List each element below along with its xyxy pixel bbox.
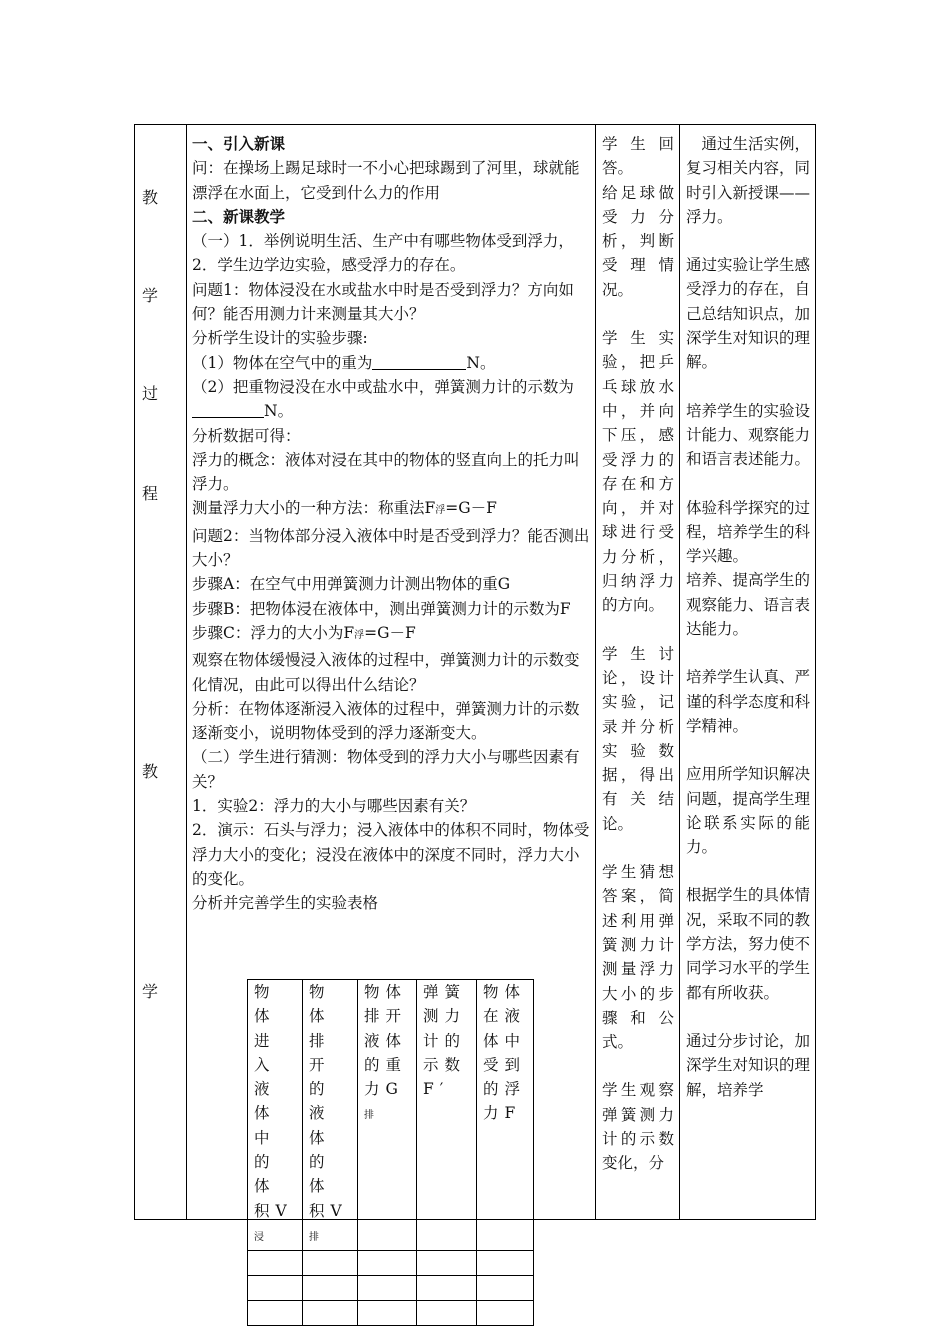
fill-blank — [372, 354, 466, 370]
formula-subscript: 浮 — [435, 505, 446, 517]
intent-paragraph: 应用所学知识解决问题，提高学生理论联系实际的能力。 — [686, 765, 811, 857]
experiment-table — [247, 979, 534, 1326]
header-text: 物体进入液体中的体积V — [254, 983, 293, 1220]
spacer — [686, 229, 810, 253]
intent-paragraph: 根据学生的具体情况，采取不同的教学方法，努力使不同学习水平的学生都有所收获。 — [686, 886, 811, 1002]
activity-paragraph: 学生讨论，设计实验，记录并分析实验数据，得出有关结论。 — [602, 644, 674, 833]
column-divider-2 — [595, 124, 596, 1220]
table-header-cell: 物体在液体中受到的浮力F — [477, 980, 534, 1251]
activity-paragraph: 学生猜想答案，简述利用弹簧测力计测量浮力大小的步骤和公式。 — [602, 863, 674, 1052]
spacer — [686, 641, 810, 665]
table-cell — [358, 1251, 417, 1276]
table-cell — [303, 1276, 358, 1301]
intent-paragraph: 培养、提高学生的观察能力、语言表达能力。 — [686, 571, 811, 639]
header-subscript: 排 — [364, 1110, 380, 1122]
intent-paragraph: 培养学生认真、严谨的科学态度和科学精神。 — [686, 668, 811, 735]
table-cell — [358, 1301, 417, 1326]
table-header-row — [248, 980, 534, 1251]
stage-char: 过 — [141, 384, 158, 403]
section-heading: 二、新课教学 — [192, 206, 286, 226]
section-heading: 一、引入新课 — [192, 134, 286, 153]
intent-paragraph: 通过分步讨论，加深学生对知识的理解，培养学 — [686, 1031, 811, 1099]
table-header-cell — [248, 980, 303, 1251]
content-paragraph — [192, 351, 592, 375]
activity-paragraph: 学生观察弹簧测力计的示数变化，分 — [602, 1081, 674, 1173]
formula-text: 步骤C：浮力的大小为F — [192, 623, 355, 642]
content-paragraph — [192, 621, 592, 648]
table-cell — [248, 1251, 303, 1276]
content-paragraph: 浮力的概念：液体对浸在其中的物体的竖直向上的托力叫浮力。 — [192, 450, 580, 494]
stage-char: 学 — [141, 982, 158, 1001]
step-text: （2）把重物浸没在水中或盐水中，弹簧测力计的示数为 — [192, 377, 574, 396]
spacer — [602, 1054, 674, 1078]
table-row — [248, 1276, 534, 1301]
header-subscript: 浸 — [254, 1231, 270, 1243]
intent-paragraph: 通过实验让学生感受浮力的存在，自己总结知识点，加深学生对知识的理解。 — [686, 256, 811, 372]
spacer — [686, 738, 810, 762]
content-paragraph: 问：在操场上踢足球时一不小心把球踢到了河里，球就能漂浮在水面上，它受到什么力的作用 — [192, 159, 580, 202]
content-paragraph: 观察在物体缓慢浸入液体的过程中，弹簧测力计的示数变化情况，由此可以得出什么结论？ — [192, 651, 580, 694]
content-paragraph: 1．实验2：浮力的大小与哪些因素有关？ — [192, 797, 476, 816]
column-divider-1 — [186, 124, 187, 1220]
step-unit: N。 — [466, 353, 496, 372]
spacer — [686, 1005, 810, 1029]
table-header-cell: 弹簧测力计的示数F′ — [417, 980, 477, 1251]
table-cell — [417, 1251, 477, 1276]
header-text: 物体排开的液体的体积V — [309, 983, 348, 1220]
content-paragraph: 步骤A：在空气中用弹簧测力计测出物体的重G — [192, 575, 511, 594]
activity-paragraph: 学生实验，把乒乓球放水中，并向下压，感受浮力的存在和方向，并对球进行受力分析，归纳浮力的方向。 — [602, 329, 674, 615]
content-paragraph: 2．演示：石头与浮力；浸入液体中的体积不同时，物体受浮力大小的变化；浸没在液体中的深度不同时，浮力大小的变化。 — [192, 821, 590, 888]
formula-text: =G－F — [445, 499, 497, 518]
design-intent-column — [686, 132, 810, 1102]
formula-text: 测量浮力大小的一种方法：称重法F — [192, 499, 436, 518]
table-cell — [417, 1301, 477, 1326]
spacer — [686, 859, 810, 883]
table-header-cell — [358, 980, 417, 1251]
table-cell — [248, 1301, 303, 1326]
table-cell — [477, 1276, 534, 1301]
table-row — [248, 1251, 534, 1276]
stage-char: 学 — [141, 286, 158, 305]
table-cell — [248, 1276, 303, 1301]
spacer — [602, 618, 674, 642]
step-text: （1）物体在空气中的重为 — [192, 353, 373, 372]
intent-paragraph: 培养学生的实验设计能力、观察能力和语言表述能力。 — [686, 401, 811, 469]
teaching-content-column — [192, 132, 592, 916]
spacer — [686, 375, 810, 399]
content-paragraph: 问题1：物体浸没在水或盐水中时是否受到浮力？方向如何？能否用测力计来测量其大小？ — [192, 280, 574, 324]
header-subscript: 排 — [309, 1231, 325, 1243]
column-divider-3 — [679, 124, 680, 1220]
student-activity-column — [602, 132, 674, 1176]
stage-char: 教 — [141, 762, 158, 781]
content-paragraph: （二）学生进行猜测：物体受到的浮力大小与哪些因素有关？ — [192, 748, 580, 791]
content-paragraph: 步骤B：把物体浸在液体中，测出弹簧测力计的示数为F — [192, 599, 571, 618]
step-unit: N。 — [264, 402, 294, 421]
stage-char: 教 — [141, 188, 158, 207]
table-cell — [477, 1251, 534, 1276]
content-paragraph: 分析并完善学生的实验表格 — [192, 894, 379, 913]
formula-text: =G－F — [364, 623, 416, 642]
content-paragraph — [192, 496, 592, 523]
formula-subscript: 浮 — [354, 629, 365, 641]
stage-char: 程 — [141, 484, 158, 503]
intent-paragraph: 通过生活实例，复习相关内容，同时引入新授课——浮力。 — [686, 135, 811, 226]
activity-paragraph: 给足球做受力分析，判断受理情况。 — [602, 183, 674, 299]
content-paragraph: 分析数据可得： — [192, 426, 301, 445]
table-cell — [417, 1276, 477, 1301]
content-paragraph: 分析学生设计的实验步骤: — [192, 329, 368, 348]
spacer — [602, 302, 674, 326]
table-row — [248, 1301, 534, 1326]
table-cell — [303, 1301, 358, 1326]
table-cell — [303, 1251, 358, 1276]
spacer — [686, 472, 810, 496]
content-paragraph: 2．学生边学边实验，感受浮力的存在。 — [192, 256, 466, 275]
header-text: 物体排开液体的重力G — [364, 983, 408, 1099]
table-cell — [477, 1301, 534, 1326]
content-paragraph — [192, 375, 592, 424]
table-header-cell — [303, 980, 358, 1251]
content-paragraph: 问题2：当物体部分浸入液体中时是否受到浮力？能否测出大小？ — [192, 526, 590, 570]
table-cell — [358, 1276, 417, 1301]
spacer — [602, 836, 674, 860]
content-paragraph: （一）1．举例说明生活、生产中有哪些物体受到浮力， — [192, 232, 574, 251]
fill-blank — [192, 402, 264, 418]
intent-paragraph: 体验科学探究的过程，培养学生的科学兴趣。 — [686, 498, 811, 566]
activity-paragraph: 学生回答。 — [602, 135, 674, 178]
content-paragraph: 分析：在物体逐渐浸入液体的过程中，弹簧测力计的示数逐渐变小，说明物体受到的浮力逐渐变大。 — [192, 699, 580, 743]
